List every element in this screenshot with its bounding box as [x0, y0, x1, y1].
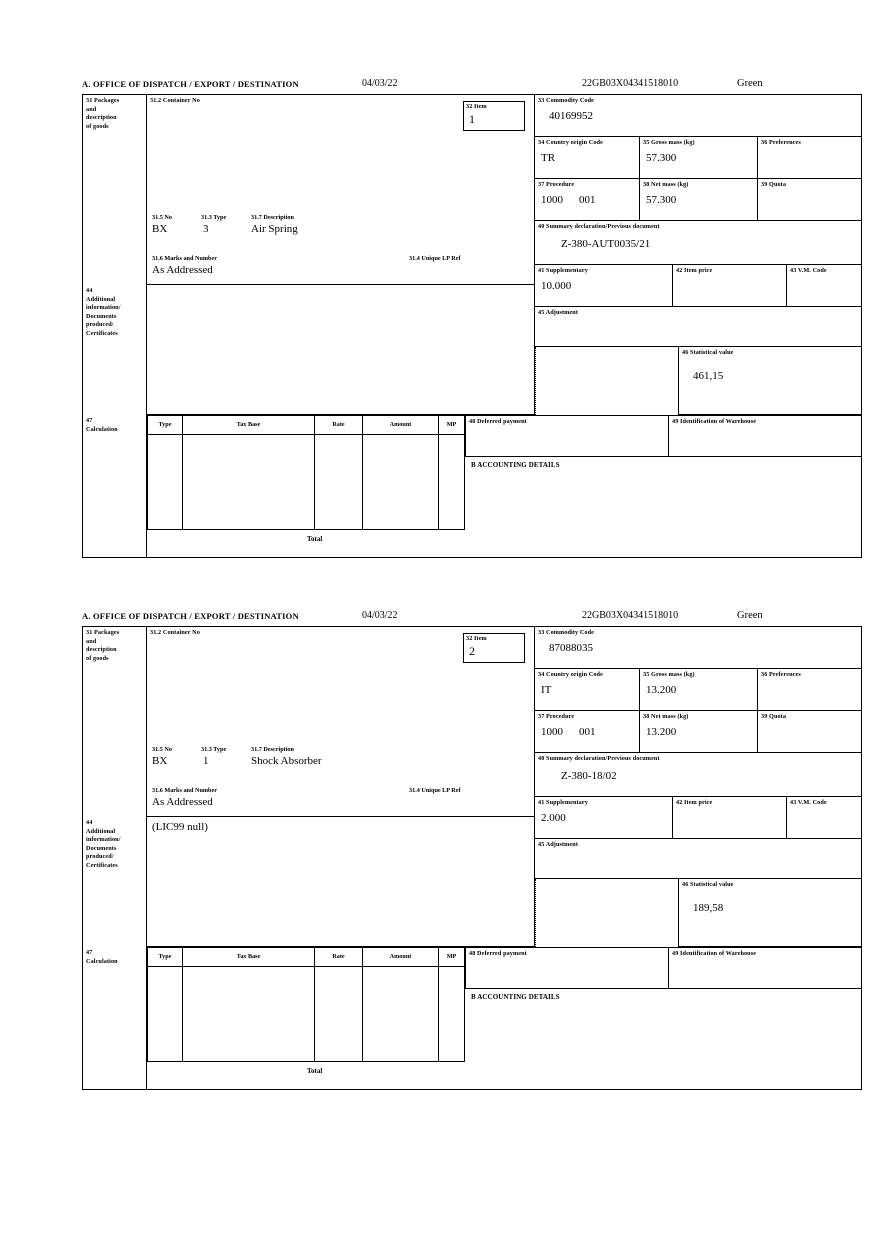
box-37-value-b: 001 — [579, 193, 596, 206]
box-46-statistical-value-2 — [678, 879, 861, 947]
box-36-preferences — [758, 137, 861, 179]
box-42-label: 42 Item price — [676, 267, 713, 274]
box-41-supplementary — [535, 265, 673, 307]
box-47-col-rate-2 — [315, 947, 363, 967]
box-47-label-line1: 47 — [86, 417, 93, 424]
box-42-value-2 — [673, 808, 786, 812]
box-47-col-amount — [363, 415, 439, 435]
box-49-warehouse-identification-2 — [669, 947, 861, 989]
box-47-col-type-label: Type — [158, 421, 172, 428]
box-31-label-line1: 31 Packages — [86, 97, 120, 104]
box-39-quota — [758, 179, 861, 221]
box-44-label-line1: 44 — [86, 287, 93, 294]
box-42-value — [673, 276, 786, 280]
declaration-frame-2 — [82, 626, 862, 1090]
box-31-4-unique-lp-label: 31.4 Unique LP Ref — [409, 255, 461, 262]
customs-lane: Green — [737, 78, 763, 89]
box-37-value-a-2: 1000 — [541, 725, 563, 738]
box-47-label-line2: Calculation — [86, 425, 118, 433]
box-39-quota-2 — [758, 711, 861, 753]
box-47-col-type-2 — [147, 947, 183, 967]
box-37-label-2: 37 Procedure — [538, 713, 575, 720]
box-32-label-2: 32 Item — [466, 635, 487, 642]
box-44-label-line6-2: Certificates — [86, 861, 118, 869]
box-31-5-no-label-2: 31.5 No — [152, 746, 172, 753]
box-43-vm-code — [787, 265, 861, 307]
box-47-label-line2-2: Calculation — [86, 957, 118, 965]
customs-declaration-sheet-2 — [82, 610, 862, 1090]
box-46-label: 46 Statistical value — [682, 349, 734, 356]
box-43-value — [787, 276, 861, 280]
box-43-label: 43 V.M. Code — [790, 267, 827, 274]
box-47-label-line1-2: 47 — [86, 949, 93, 956]
box-46-statistical-value — [678, 347, 861, 415]
box-44-additional-information-2 — [147, 817, 535, 947]
box-31-3-type-label-2: 31.3 Type — [201, 746, 227, 753]
box-31-4-unique-lp-label-2: 31.4 Unique LP Ref — [409, 787, 461, 794]
box-32-value-2: 2 — [469, 643, 475, 658]
box-36-label-2: 36 Preferences — [761, 671, 801, 678]
box-31-2-container-no-label-2: 31.2 Container No — [150, 629, 200, 636]
box-35-label: 35 Gross mass (kg) — [643, 139, 695, 146]
box-33-commodity-code — [535, 95, 861, 137]
box-31-label-line1-2: 31 Packages — [86, 629, 120, 636]
box-34-value: TR — [541, 151, 556, 164]
box-31-label-line3: description — [86, 114, 117, 122]
box-47-col-amount-2 — [363, 947, 439, 967]
box-33-label: 33 Commodity Code — [538, 97, 595, 104]
box-35-gross-mass-2 — [640, 669, 758, 711]
office-of-dispatch-label-2: A. OFFICE OF DISPATCH / EXPORT / DESTINATION — [82, 611, 299, 621]
declaration-frame — [82, 94, 862, 558]
box-38-label-2: 38 Net mass (kg) — [643, 713, 689, 720]
box-38-label: 38 Net mass (kg) — [643, 181, 689, 188]
box-44-label-line1-2: 44 — [86, 819, 93, 826]
box-45-label-2: 45 Adjustment — [538, 841, 578, 848]
box-44-label-line4: Documents — [86, 312, 117, 320]
box-47-body-tax-base — [183, 435, 315, 530]
box-47-col-mp-label: MP — [446, 421, 457, 428]
box-41-value-2: 2.000 — [541, 811, 566, 824]
sheet-header — [82, 78, 862, 94]
box-45-adjustment — [535, 307, 861, 347]
box-36-value-2 — [758, 680, 861, 684]
box-47-col-amount-label: Amount — [389, 421, 412, 428]
box-47-label-cell — [83, 415, 147, 557]
box-31-7-description-value: Air Spring — [251, 223, 298, 235]
box-31-label-cell — [83, 95, 147, 285]
box-43-vm-code-2 — [787, 797, 861, 839]
box-b-accounting-details-2 — [465, 989, 861, 1089]
box-41-value: 10.000 — [541, 279, 572, 292]
box-31-3-type-value-2: 1 — [203, 755, 209, 767]
box-31-label-line2-2: and — [86, 637, 97, 645]
box-44-additional-information — [147, 285, 535, 415]
box-31-label-line4-2: of goods — [86, 654, 109, 662]
box-44-label-line4-2: Documents — [86, 844, 117, 852]
box-44-value-2: (LIC99 null) — [152, 821, 208, 833]
box-48-label: 48 Deferred payment — [469, 418, 527, 425]
box-33-value-2: 87088035 — [549, 641, 593, 654]
box-34-country-origin-2 — [535, 669, 640, 711]
box-39-value — [758, 190, 861, 194]
box-47-body-type-2 — [147, 967, 183, 1062]
box-49-label-2: 49 Identification of Warehouse — [672, 950, 757, 957]
box-31-label-cell-2 — [83, 627, 147, 817]
box-31-3-type-label: 31.3 Type — [201, 214, 227, 221]
box-43-value-2 — [787, 808, 861, 812]
box-47-body-amount — [363, 435, 439, 530]
declaration-date: 04/03/22 — [362, 78, 398, 89]
box-31-2-container-no-label: 31.2 Container No — [150, 97, 200, 104]
box-47-col-tax-base-2 — [183, 947, 315, 967]
box-32-item — [463, 101, 525, 131]
box-44-label-line3-2: information/ — [86, 836, 121, 844]
box-b-label-2: B ACCOUNTING DETAILS — [471, 993, 560, 1001]
box-31-7-description-value-2: Shock Absorber — [251, 755, 322, 767]
box-44-label-line2: Additional — [86, 295, 116, 303]
box-47-body-type — [147, 435, 183, 530]
movement-reference-number: 22GB03X04341518010 — [582, 78, 679, 89]
box-31-3-type-value: 3 — [203, 223, 209, 235]
box-b-accounting-details — [465, 457, 861, 557]
box-37-procedure — [535, 179, 640, 221]
box-47-col-tax-base — [183, 415, 315, 435]
box-49-label: 49 Identification of Warehouse — [672, 418, 757, 425]
box-46-label-2: 46 Statistical value — [682, 881, 734, 888]
box-39-value-2 — [758, 722, 861, 726]
box-47-calculation-table — [147, 415, 465, 557]
box-47-col-mp — [439, 415, 465, 435]
box-44-label-line3: information/ — [86, 304, 121, 312]
box-42-item-price — [673, 265, 787, 307]
box-34-country-origin — [535, 137, 640, 179]
box-44-label-line2-2: Additional — [86, 827, 116, 835]
box-31-goods-area-2 — [147, 627, 535, 817]
box-34-label-2: 34 Country origin Code — [538, 671, 603, 678]
box-31-7-description-label: 31.7 Description — [251, 214, 294, 221]
box-47-total-label: Total — [307, 535, 323, 543]
box-47-body-amount-2 — [363, 967, 439, 1062]
box-47-body-mp — [439, 435, 465, 530]
box-34-value-2: IT — [541, 683, 552, 696]
box-48-label-2: 48 Deferred payment — [469, 950, 527, 957]
box-47-col-type-label-2: Type — [158, 953, 172, 960]
box-36-label: 36 Preferences — [761, 139, 801, 146]
box-31-label-line3-2: description — [86, 646, 117, 654]
box-31-5-no-value: BX — [152, 223, 168, 235]
box-40-value-2: Z-380-18/02 — [561, 769, 617, 782]
box-45-value — [535, 318, 861, 322]
box-44-label-line6: Certificates — [86, 329, 118, 337]
box-37-procedure-2 — [535, 711, 640, 753]
box-32-label: 32 Item — [466, 103, 487, 110]
box-44-label-line5-2: produced/ — [86, 853, 114, 861]
box-31-5-no-value-2: BX — [152, 755, 168, 767]
box-39-label-2: 39 Quota — [761, 713, 787, 720]
declaration-date-2: 04/03/22 — [362, 610, 398, 621]
box-32-value: 1 — [469, 111, 475, 126]
box-47-label-cell-2 — [83, 947, 147, 1089]
box-35-value: 57.300 — [646, 151, 677, 164]
box-47-col-type — [147, 415, 183, 435]
box-47-col-tax-base-label: Tax Base — [236, 421, 261, 428]
box-47-col-amount-label-2: Amount — [389, 953, 412, 960]
box-31-7-description-label-2: 31.7 Description — [251, 746, 294, 753]
box-47-col-rate — [315, 415, 363, 435]
box-38-value: 57.300 — [646, 193, 677, 206]
box-45-adjustment-2 — [535, 839, 861, 879]
box-35-label-2: 35 Gross mass (kg) — [643, 671, 695, 678]
box-41-label-2: 41 Supplementary — [538, 799, 588, 806]
box-47-body-rate-2 — [315, 967, 363, 1062]
box-36-value — [758, 148, 861, 152]
box-40-label: 40 Summary declaration/Previous document — [538, 223, 660, 230]
box-48-deferred-payment — [465, 415, 669, 457]
box-47-body-mp-2 — [439, 967, 465, 1062]
box-33-value: 40169952 — [549, 109, 593, 122]
box-34-label: 34 Country origin Code — [538, 139, 603, 146]
box-38-net-mass-2 — [640, 711, 758, 753]
box-44-label-line5: produced/ — [86, 321, 114, 329]
box-31-6-marks-value: As Addressed — [152, 264, 213, 276]
office-of-dispatch-label: A. OFFICE OF DISPATCH / EXPORT / DESTINATION — [82, 79, 299, 89]
box-47-col-rate-label: Rate — [332, 421, 345, 428]
box-33-commodity-code-2 — [535, 627, 861, 669]
box-47-col-tax-base-label-2: Tax Base — [236, 953, 261, 960]
box-40-previous-document — [535, 221, 861, 265]
box-47-col-rate-label-2: Rate — [332, 953, 345, 960]
box-47-body-rate — [315, 435, 363, 530]
box-48-deferred-payment-2 — [465, 947, 669, 989]
movement-reference-number-2: 22GB03X04341518010 — [582, 610, 679, 621]
box-45-value-2 — [535, 850, 861, 854]
box-31-6-marks-label: 31.6 Marks and Number — [152, 255, 217, 262]
box-44-label-cell — [83, 285, 147, 415]
box-40-label-2: 40 Summary declaration/Previous document — [538, 755, 660, 762]
box-31-5-no-label: 31.5 No — [152, 214, 172, 221]
box-38-value-2: 13.200 — [646, 725, 677, 738]
box-35-value-2: 13.200 — [646, 683, 677, 696]
box-31-goods-area — [147, 95, 535, 285]
box-41-label: 41 Supplementary — [538, 267, 588, 274]
box-49-warehouse-identification — [669, 415, 861, 457]
box-47-col-mp-label-2: MP — [446, 953, 457, 960]
customs-declaration-sheet-1 — [82, 78, 862, 558]
box-37-value-a: 1000 — [541, 193, 563, 206]
box-42-item-price-2 — [673, 797, 787, 839]
box-44-label-cell-2 — [83, 817, 147, 947]
box-37-label: 37 Procedure — [538, 181, 575, 188]
box-36-preferences-2 — [758, 669, 861, 711]
box-47-body-tax-base-2 — [183, 967, 315, 1062]
box-41-supplementary-2 — [535, 797, 673, 839]
box-47-calculation-table-2 — [147, 947, 465, 1089]
sheet-header-2 — [82, 610, 862, 626]
box-31-6-marks-value-2: As Addressed — [152, 796, 213, 808]
box-32-item-2 — [463, 633, 525, 663]
box-46-divider-2 — [535, 879, 536, 947]
box-37-value-b-2: 001 — [579, 725, 596, 738]
box-35-gross-mass — [640, 137, 758, 179]
box-39-label: 39 Quota — [761, 181, 787, 188]
box-47-col-mp-2 — [439, 947, 465, 967]
customs-lane-2: Green — [737, 610, 763, 621]
box-43-label-2: 43 V.M. Code — [790, 799, 827, 806]
box-42-label-2: 42 Item price — [676, 799, 713, 806]
box-46-value-2: 189,58 — [693, 901, 724, 914]
box-b-label: B ACCOUNTING DETAILS — [471, 461, 560, 469]
box-46-divider — [535, 347, 536, 415]
box-40-value: Z-380-AUT0035/21 — [561, 237, 651, 250]
box-47-total-label-2: Total — [307, 1067, 323, 1075]
box-38-net-mass — [640, 179, 758, 221]
box-33-label-2: 33 Commodity Code — [538, 629, 595, 636]
box-31-6-marks-label-2: 31.6 Marks and Number — [152, 787, 217, 794]
box-40-previous-document-2 — [535, 753, 861, 797]
box-45-label: 45 Adjustment — [538, 309, 578, 316]
box-31-label-line2: and — [86, 105, 97, 113]
box-31-label-line4: of goods — [86, 122, 109, 130]
box-46-value: 461,15 — [693, 369, 724, 382]
